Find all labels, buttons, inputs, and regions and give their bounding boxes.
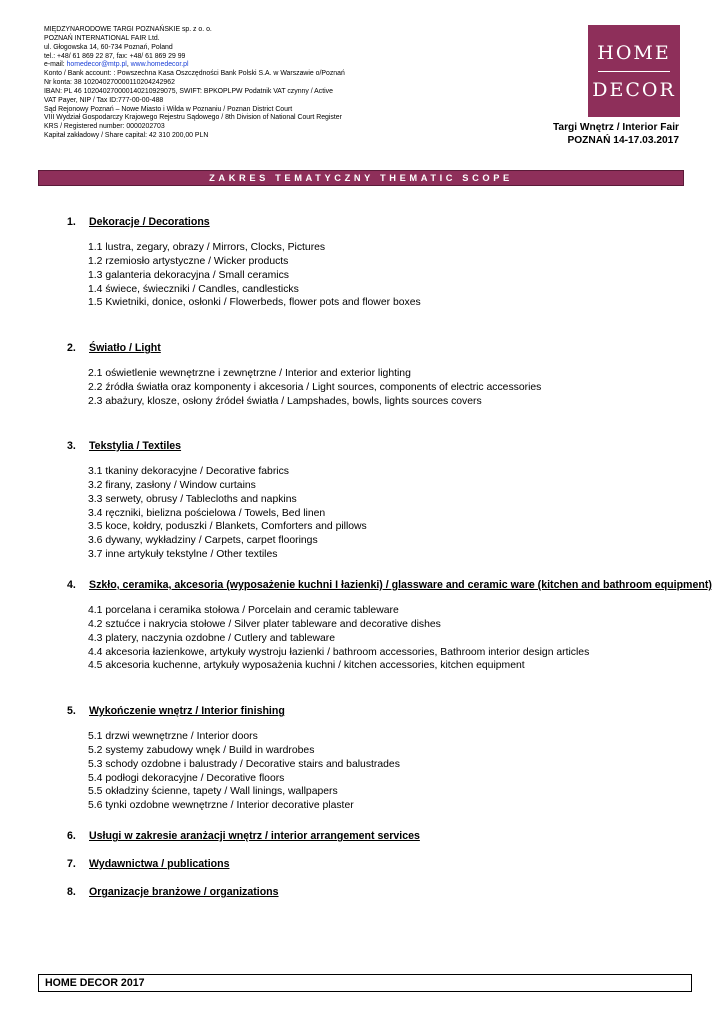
section-items [88, 604, 712, 673]
section-number: 1. [67, 216, 76, 228]
scope-banner: ZAKRES TEMATYCZNY THEMATIC SCOPE [38, 170, 684, 186]
section-title: Szkło, ceramika, akcesoria (wyposażenie kuchni I łazienki) / glassware and ceramic ware (kitchen and bathroom equipment) [89, 579, 712, 591]
list-item: 3.1 tkaniny dekoracyjne / Decorative fabrics [88, 466, 289, 477]
list-item: 1.3 galanteria dekoracyjna / Small ceramics [88, 269, 289, 281]
section-arrangement-services [67, 829, 420, 843]
home-decor-logo [588, 25, 680, 117]
section-number: 8. [67, 886, 76, 898]
section-organizations [67, 885, 279, 899]
section-heading [67, 857, 230, 871]
section-items [88, 730, 400, 813]
section-title: Wykończenie wnętrz / Interior finishing [89, 705, 285, 717]
logo-divider [598, 71, 670, 72]
section-heading [67, 215, 421, 229]
logo-word-home: HOME [597, 41, 671, 64]
company-line: tel.: +48/ 61 869 22 87, fax: +48/ 61 869 29 99 [44, 52, 186, 60]
section-number: 4. [67, 579, 76, 591]
list-item: 4.1 porcelana i ceramika stołowa / Porcelain and ceramic tableware [88, 605, 399, 616]
legal-line: VIII Wydział Gospodarczy Krajowego Rejestru Sądowego / 8th Division of National Court Register [44, 114, 342, 122]
section-number: 2. [67, 342, 76, 354]
list-item: 5.1 drzwi wewnętrzne / Interior doors [88, 731, 258, 742]
list-item: 1.4 świece, świeczniki / Candles, candlesticks [88, 283, 299, 295]
list-item: 5.2 systemy zabudowy wnęk / Build in wardrobes [88, 744, 315, 756]
legal-line: Konto / Bank account: : Powszechna Kasa Oszczędności Bank Polski S.A. w Warszawie o/Poznań [44, 70, 345, 78]
email-prefix: e-mail: [44, 61, 67, 69]
legal-line: Nr konta: 38 102040270000110204242962 [44, 79, 175, 87]
section-publications [67, 857, 230, 871]
legal-line: KRS / Registered number: 0000202703 [44, 123, 165, 131]
section-heading [67, 578, 712, 592]
section-heading [67, 829, 420, 843]
list-item: 5.5 okładziny ścienne, tapety / Wall linings, wallpapers [88, 786, 338, 798]
legal-line: VAT Payer, NIP / Tax ID:777-00-00-488 [44, 96, 164, 104]
section-heading [67, 439, 367, 453]
list-item: 5.4 podłogi dekoracyjne / Decorative floors [88, 772, 285, 784]
email-separator: , [126, 61, 131, 69]
footer-title: HOME DECOR 2017 [38, 974, 692, 992]
list-item: 4.4 akcesoria łazienkowe, artykuły wystroju łazienki / bathroom accessories, Bathroom interior design articles [88, 646, 590, 658]
list-item: 3.3 serwety, obrusy / Tablecloths and napkins [88, 493, 297, 505]
fair-info [553, 121, 679, 147]
list-item: 1.1 lustra, zegary, obrazy / Mirrors, Clocks, Pictures [88, 242, 326, 253]
section-items [88, 465, 367, 562]
list-item: 1.5 Kwietniki, donice, osłonki / Flowerbeds, flower pots and flower boxes [88, 297, 421, 309]
list-item: 4.5 akcesoria kuchenne, artykuły wyposażenia kuchni / kitchen accessories, kitchen equipment [88, 660, 525, 672]
list-item: 3.6 dywany, wykładziny / Carpets, carpet floorings [88, 535, 318, 547]
company-line: MIĘDZYNARODOWE TARGI POZNAŃSKIE sp. z o. o. [44, 26, 212, 33]
section-number: 5. [67, 705, 76, 717]
list-item: 4.2 sztućce i nakrycia stołowe / Silver plater tableware and decorative dishes [88, 618, 441, 630]
section-light [67, 341, 541, 409]
list-item: 2.3 abażury, klosze, osłony źródeł światła / Lampshades, bowls, lights sources covers [88, 395, 482, 407]
section-items [88, 367, 541, 409]
section-title: Organizacje branżowe / organizations [89, 886, 279, 898]
list-item: 5.3 schody ozdobne i balustrady / Decorative stairs and balustrades [88, 758, 400, 770]
website-link[interactable]: www.homedecor.pl [130, 61, 189, 69]
contact-line [44, 61, 564, 70]
fair-name: Targi Wnętrz / Interior Fair [552, 122, 679, 133]
legal-line: Sąd Rejonowy Poznań – Nowe Miasto i Wilda w Poznaniu / Poznan District Court [44, 105, 293, 113]
section-number: 7. [67, 858, 76, 870]
section-title: Dekoracje / Decorations [89, 216, 210, 228]
fair-dates: POZNAŃ 14-17.03.2017 [567, 135, 679, 146]
section-decorations [67, 215, 421, 310]
logo-word-decor: DECOR [592, 78, 676, 101]
list-item: 3.7 inne artykuły tekstylne / Other textiles [88, 549, 278, 561]
list-item: 2.1 oświetlenie wewnętrzne i zewnętrzne / Interior and exterior lighting [88, 368, 411, 379]
company-line: POZNAŃ INTERNATIONAL FAIR Ltd. [44, 34, 160, 42]
section-heading [67, 341, 541, 355]
section-interior-finishing [67, 704, 400, 813]
company-info [44, 26, 564, 141]
email-link[interactable]: homedecor@mtp.pl [66, 61, 127, 69]
list-item: 3.4 ręczniki, bielizna pościelowa / Towels, Bed linen [88, 507, 326, 519]
section-title: Światło / Light [89, 342, 161, 354]
section-title: Usługi w zakresie aranżacji wnętrz / interior arrangement services [89, 830, 420, 842]
section-title: Wydawnictwa / publications [89, 858, 230, 870]
company-line: ul. Głogowska 14, 60-734 Poznań, Poland [44, 43, 173, 51]
list-item: 3.2 firany, zasłony / Window curtains [88, 479, 256, 491]
section-heading [67, 704, 400, 718]
legal-line: IBAN: PL 46 102040270000140210929075, SWIFT: BPKOPLPW Podatnik VAT czynny / Active [44, 87, 333, 95]
section-number: 6. [67, 830, 76, 842]
section-heading [67, 885, 279, 899]
list-item: 4.3 platery, naczynia ozdobne / Cutlery and tableware [88, 632, 336, 644]
list-item: 3.5 koce, kołdry, poduszki / Blankets, Comforters and pillows [88, 521, 367, 533]
section-items [88, 241, 421, 310]
legal-line: Kapitał zakładowy / Share capital: 42 310 200,00 PLN [44, 132, 209, 140]
section-glass-ceramics [67, 578, 712, 673]
list-item: 1.2 rzemiosło artystyczne / Wicker products [88, 255, 289, 267]
section-title: Tekstylia / Textiles [89, 440, 182, 452]
section-textiles [67, 439, 367, 562]
list-item: 5.6 tynki ozdobne wewnętrzne / Interior decorative plaster [88, 800, 354, 812]
section-number: 3. [67, 440, 76, 452]
list-item: 2.2 źródła światła oraz komponenty i akcesoria / Light sources, components of electric accessories [88, 381, 542, 393]
